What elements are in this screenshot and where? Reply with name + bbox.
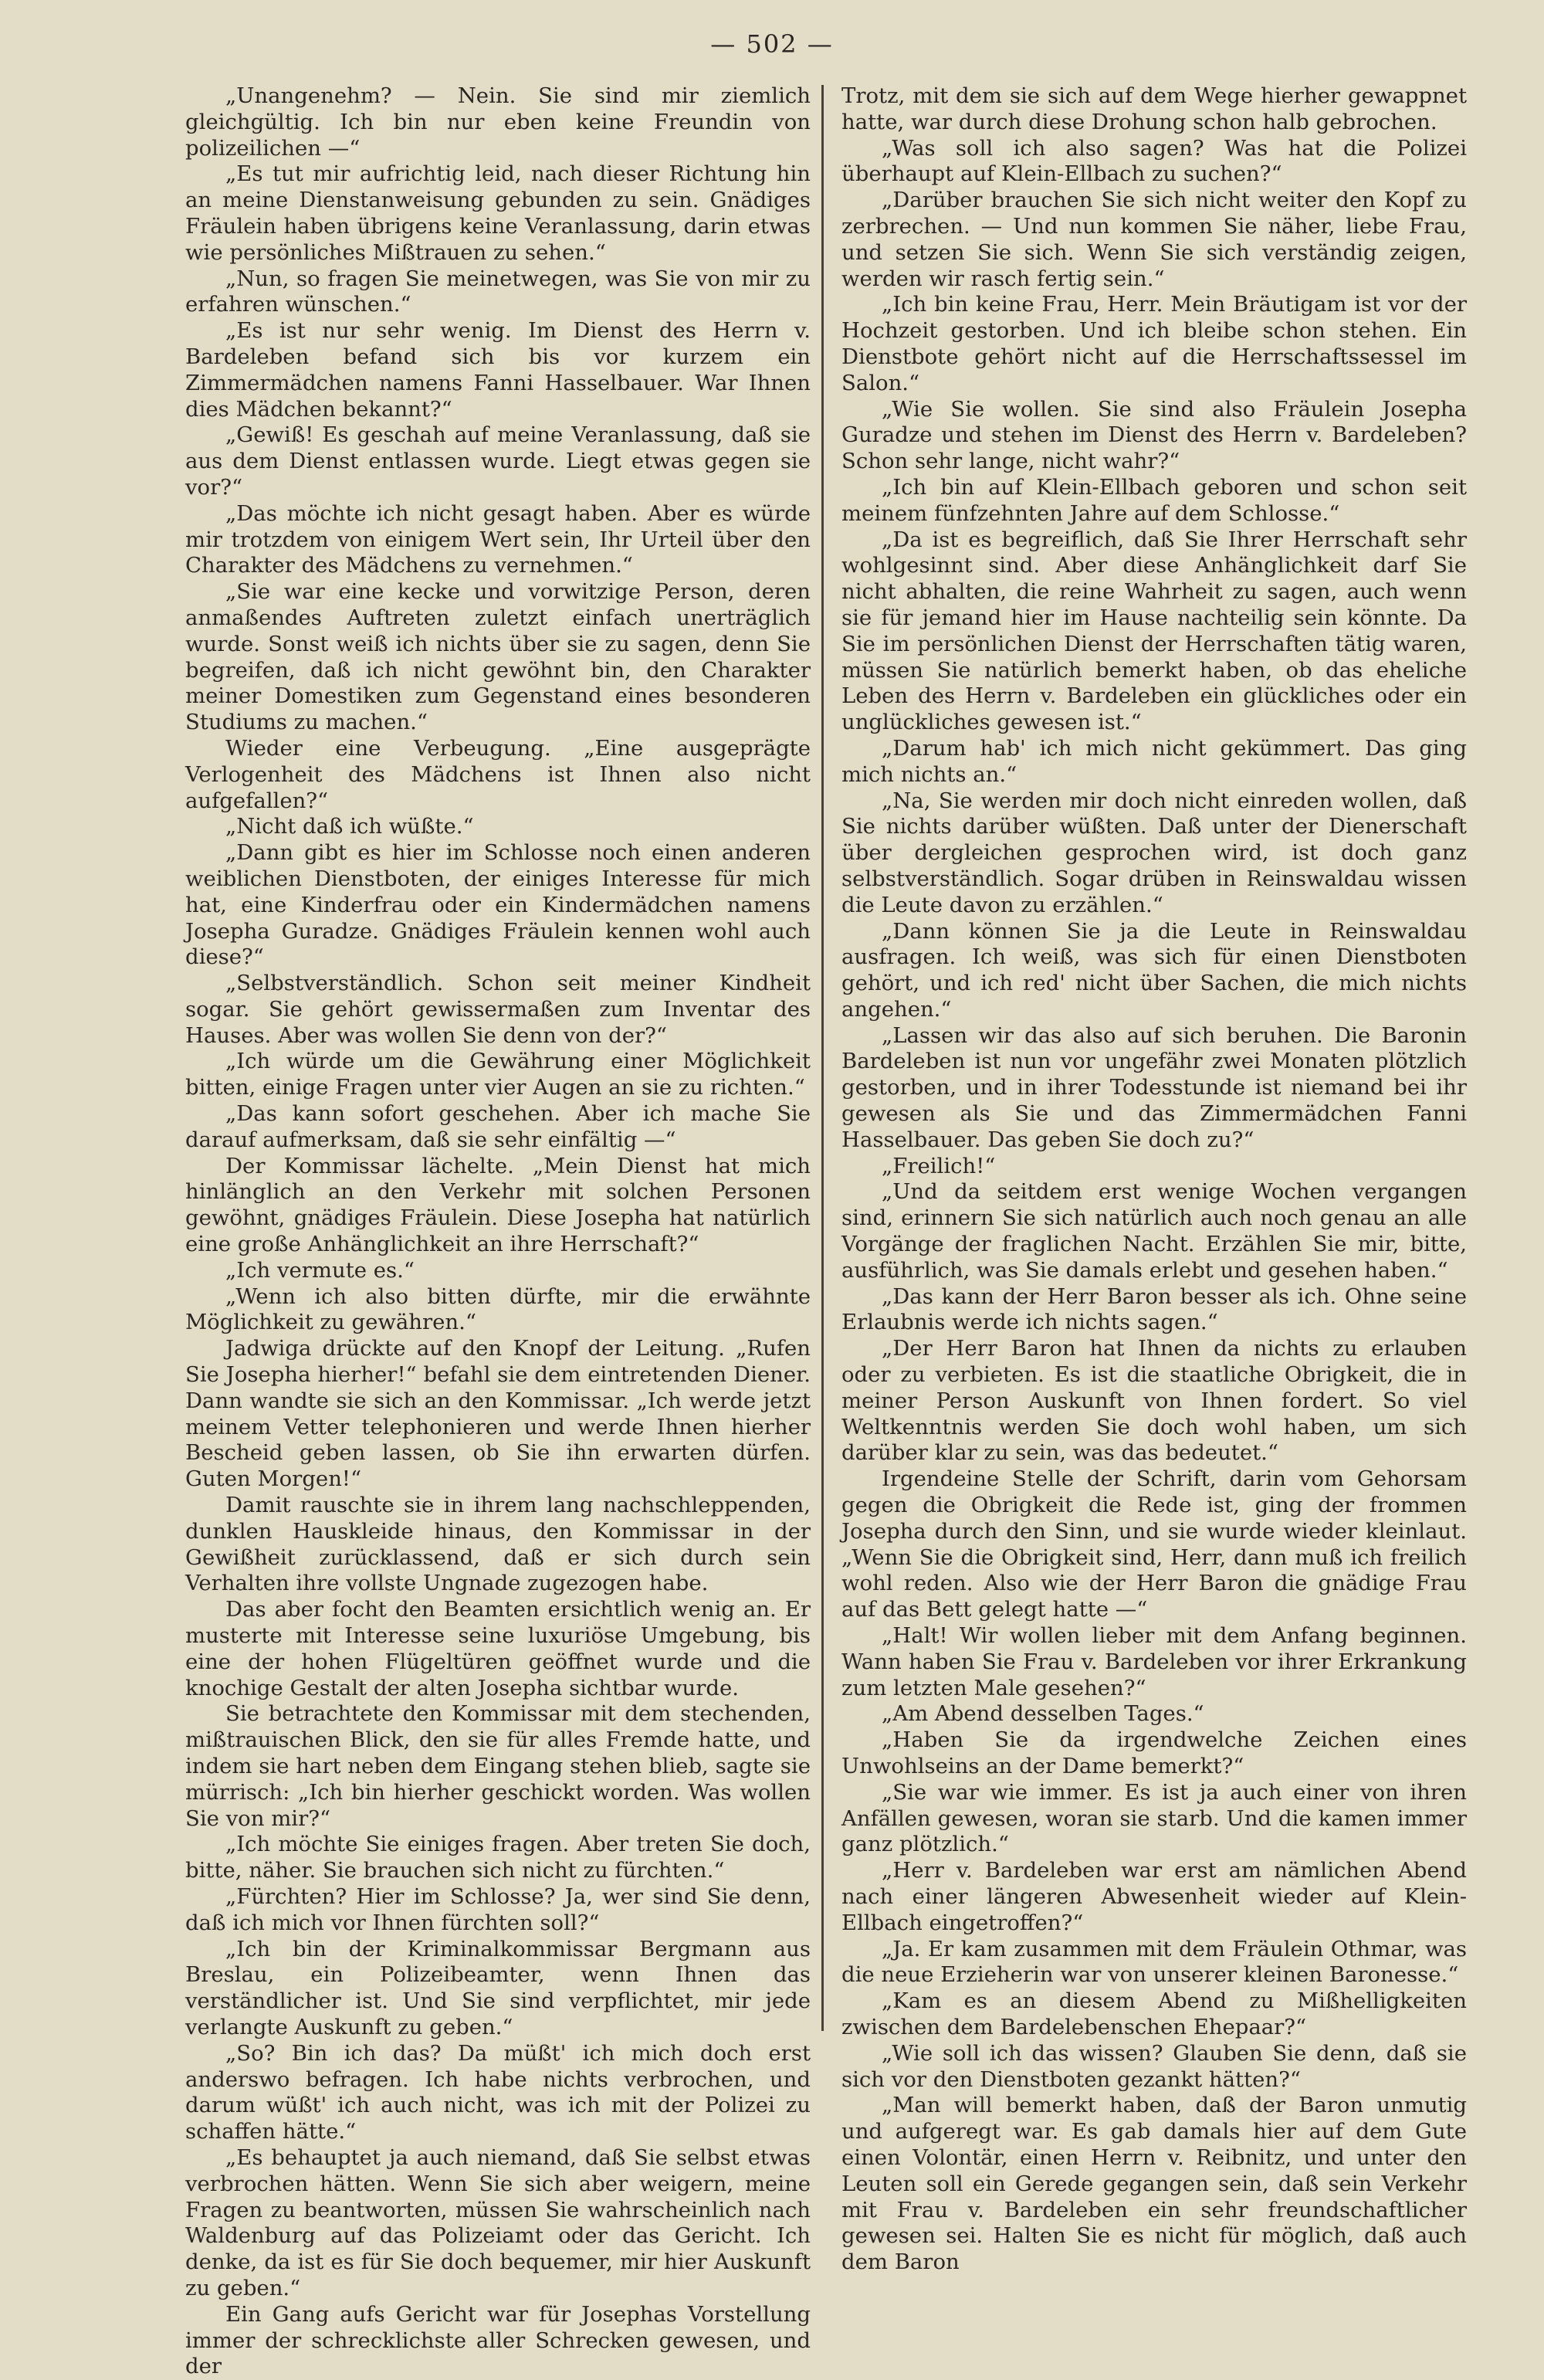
paragraph: „Dann können Sie ja die Leute in Reinswaldau ausfragen. Ich weiß, was sich für einen Dienstboten gehört, und ich red' nicht über Sachen, die mich nichts angehen.“ [841, 918, 1467, 1022]
paragraph: „Wie Sie wollen. Sie sind also Fräulein Josepha Guradze und stehen im Dienst des Herrn v. Bardeleben? Schon sehr lange, nicht wahr?“ [841, 396, 1467, 474]
paragraph: „Das möchte ich nicht gesagt haben. Aber es würde mir trotzdem von einigem Wert sein, Ihr Urteil über den Charakter des Mädchens zu vernehmen.“ [185, 500, 811, 578]
paragraph: „Es tut mir aufrichtig leid, nach dieser Richtung hin an meine Dienstanweisung gebunden zu sein. Gnädiges Fräulein haben übrigens keine Veranlassung, darin etwas wie persönliches Mißtrauen zu sehen.“ [185, 161, 811, 265]
paragraph: „Ich bin auf Klein-Ellbach geboren und schon seit meinem fünfzehnten Jahre auf dem Schlosse.“ [841, 474, 1467, 526]
paragraph: „Wie soll ich das wissen? Glauben Sie denn, daß sie sich vor den Dienstboten gezankt hätten?“ [841, 2040, 1467, 2092]
paragraph: „Ich vermute es.“ [225, 1257, 415, 1283]
text-column-right [841, 83, 1467, 2275]
paragraph: „Was soll ich also sagen? Was hat die Polizei überhaupt auf Klein-Ellbach zu suchen?“ [841, 135, 1467, 187]
paragraph: „Das kann der Herr Baron besser als ich. Ohne seine Erlaubnis werde ich nichts sagen.“ [841, 1283, 1467, 1335]
paragraph: Damit rauschte sie in ihrem lang nachschleppenden, dunklen Hauskleide hinaus, den Kommissar in der Gewißheit zurücklassend, daß er sich durch sein Verhalten ihre vollste Ungnade zugezogen habe. [185, 1493, 811, 1596]
paragraph: „Am Abend desselben Tages.“ [882, 1701, 1204, 1727]
paragraph: „Man will bemerkt haben, daß der Baron unmutig und aufgeregt war. Es gab damals hier auf dem Gute einen Volontär, einen Herrn v. Reibnitz, und unter den Leuten soll ein Gerede gegangen sein, daß sein Verkehr mit Frau v. Bardeleben ein sehr freundschaftlicher gewesen sei. Halten Sie es nicht für möglich, daß auch dem Baron [841, 2093, 1467, 2275]
page-number: — 502 — [710, 29, 834, 59]
paragraph: „Ich bin keine Frau, Herr. Mein Bräutigam ist vor der Hochzeit gestorben. Und ich bleibe schon stehen. Ein Dienstbote gehört nicht auf die Herrschaftssessel im Salon.“ [841, 292, 1467, 395]
paragraph: „Ich möchte Sie einiges fragen. Aber treten Sie doch, bitte, näher. Sie brauchen sich nicht zu fürchten.“ [185, 1832, 811, 1883]
paragraph: „Der Herr Baron hat Ihnen da nichts zu erlauben oder zu verbieten. Es ist die staatliche Obrigkeit, die in meiner Person Auskunft von Ihnen fordert. So viel Weltkenntnis werden Sie doch wohl haben, um sich darüber klar zu sein, was das bedeutet.“ [841, 1336, 1467, 1466]
paragraph: „Sie war wie immer. Es ist ja auch einer von ihren Anfällen gewesen, woran sie starb. Und die kamen immer ganz plötzlich.“ [841, 1779, 1467, 1857]
paragraph: „Es ist nur sehr wenig. Im Dienst des Herrn v. Bardeleben befand sich bis vor kurzem ein Zimmermädchen namens Fanni Hasselbauer. War Ihnen dies Mädchen bekannt?“ [185, 318, 811, 422]
paragraph: Der Kommissar lächelte. „Mein Dienst hat mich hinlänglich an den Verkehr mit solchen Personen gewöhnt, gnädiges Fräulein. Diese Josepha hat natürlich eine große Anhänglichkeit an ihre Herrschaft?“ [185, 1153, 811, 1257]
paragraph: Sie betrachtete den Kommissar mit dem stechenden, mißtrauischen Blick, den sie für alles Fremde hatte, und indem sie hart neben dem Eingang stehen blieb, sagte sie mürrisch: „Ich bin hierher geschickt worden. Was wollen Sie von mir?“ [185, 1701, 811, 1831]
paragraph: „Ich würde um die Gewährung einer Möglichkeit bitten, einige Fragen unter vier Augen an sie zu richten.“ [185, 1049, 811, 1100]
paragraph: „Wenn ich also bitten dürfte, mir die erwähnte Möglichkeit zu gewähren.“ [185, 1283, 811, 1335]
paragraph: Das aber focht den Beamten ersichtlich wenig an. Er musterte mit Interesse seine luxuriöse Umgebung, bis eine der hohen Flügeltüren geöffnet wurde und die knochige Gestalt der alten Josepha sichtbar wurde. [185, 1597, 811, 1700]
paragraph: Wieder eine Verbeugung. „Eine ausgeprägte Verlogenheit des Mädchens ist Ihnen also nicht aufgefallen?“ [185, 735, 811, 813]
paragraph: Irgendeine Stelle der Schrift, darin vom Gehorsam gegen die Obrigkeit die Rede ist, ging der frommen Josepha durch den Sinn, und sie wurde wieder kleinlaut. „Wenn Sie die Obrigkeit sind, Herr, dann muß ich freilich wohl reden. Also wie der Herr Baron die gnädige Frau auf das Bett gelegt hatte —“ [841, 1466, 1467, 1622]
paragraph: Jadwiga drückte auf den Knopf der Leitung. „Rufen Sie Josepha hierher!“ befahl sie dem eintretenden Diener. Dann wandte sie sich an den Kommissar. „Ich werde jetzt meinem Vetter telephonieren und werde Ihnen hierher Bescheid geben lassen, ob Sie ihn erwarten dürfen. Guten Morgen!“ [185, 1336, 811, 1492]
paragraph: Trotz, mit dem sie sich auf dem Wege hierher gewappnet hatte, war durch diese Drohung schon halb gebrochen. [841, 83, 1467, 134]
column-divider [821, 85, 824, 2031]
paragraph: „Unangenehm? — Nein. Sie sind mir ziemlich gleichgültig. Ich bin nur eben keine Freundin von polizeilichen —“ [185, 83, 811, 161]
paragraph: „Darüber brauchen Sie sich nicht weiter den Kopf zu zerbrechen. — Und nun kommen Sie näher, liebe Frau, und setzen Sie sich. Wenn Sie sich verständig zeigen, werden wir rasch fertig sein.“ [841, 188, 1467, 291]
paragraph: „Halt! Wir wollen lieber mit dem Anfang beginnen. Wann haben Sie Frau v. Bardeleben vor ihrer Erkrankung zum letzten Male gesehen?“ [841, 1623, 1467, 1700]
text-column-left [185, 83, 811, 2379]
paragraph: „Na, Sie werden mir doch nicht einreden wollen, daß Sie nichts darüber wüßten. Daß unter der Dienerschaft über dergleichen gesprochen wird, ist doch ganz selbstverständlich. Sogar drüben in Reinswaldau wissen die Leute davon zu erzählen.“ [841, 788, 1467, 917]
paragraph: „Ich bin der Kriminalkommissar Bergmann aus Breslau, ein Polizeibeamter, wenn Ihnen das verständlicher ist. Und Sie sind verpflichtet, mir jede verlangte Auskunft zu geben.“ [185, 1936, 811, 2039]
paragraph: „So? Bin ich das? Da müßt' ich mich doch erst anderswo befragen. Ich habe nichts verbrochen, und darum wüßt' ich auch nicht, was ich mit der Polizei zu schaffen hätte.“ [185, 2040, 811, 2144]
paragraph: „Da ist es begreiflich, daß Sie Ihrer Herrschaft sehr wohlgesinnt sind. Aber diese Anhänglichkeit darf Sie nicht abhalten, die reine Wahrheit zu sagen, auch wenn sie für jemand hier im Hause nachteilig sein könnte. Da Sie im persönlichen Dienst der Herrschaften tätig waren, müssen Sie natürlich bemerkt haben, ob das eheliche Leben des Herrn v. Bardeleben ein glückliches oder ein unglückliches gewesen ist.“ [841, 527, 1467, 735]
paragraph: „Freilich!“ [882, 1153, 996, 1178]
paragraph: „Es behauptet ja auch niemand, daß Sie selbst etwas verbrochen hätten. Wenn Sie sich aber weigern, meine Fragen zu beantworten, müssen Sie wahrscheinlich nach Waldenburg auf das Polizeiamt oder das Gericht. Ich denke, da ist es für Sie doch bequemer, mir hier Auskunft zu geben.“ [185, 2144, 811, 2300]
paragraph: „Das kann sofort geschehen. Aber ich mache Sie darauf aufmerksam, daß sie sehr einfältig —“ [185, 1101, 811, 1152]
paragraph: „Ja. Er kam zusammen mit dem Fräulein Othmar, was die neue Erzieherin war von unserer kleinen Baronesse.“ [841, 1936, 1467, 1988]
paragraph: „Selbstverständlich. Schon seit meiner Kindheit sogar. Sie gehört gewissermaßen zum Inventar des Hauses. Aber was wollen Sie denn von der?“ [185, 971, 811, 1048]
paragraph: „Kam es an diesem Abend zu Mißhelligkeiten zwischen dem Bardelebenschen Ehepaar?“ [841, 1988, 1467, 2039]
paragraph: „Fürchten? Hier im Schlosse? Ja, wer sind Sie denn, daß ich mich vor Ihnen fürchten soll?“ [185, 1883, 811, 1935]
paragraph: „Und da seitdem erst wenige Wochen vergangen sind, erinnern Sie sich natürlich auch noch genau an alle Vorgänge der fraglichen Nacht. Erzählen Sie mir, bitte, ausführlich, was Sie damals erlebt und gesehen haben.“ [841, 1179, 1467, 1283]
paragraph: „Nun, so fragen Sie meinetwegen, was Sie von mir zu erfahren wünschen.“ [185, 266, 811, 317]
paragraph: „Dann gibt es hier im Schlosse noch einen anderen weiblichen Dienstboten, der einiges Interesse für mich hat, eine Kinderfrau oder ein Kindermädchen namens Josepha Guradze. Gnädiges Fräulein kennen wohl auch diese?“ [185, 840, 811, 970]
paragraph: „Haben Sie da irgendwelche Zeichen eines Unwohlseins an der Dame bemerkt?“ [841, 1727, 1467, 1778]
paragraph: „Sie war eine kecke und vorwitzige Person, deren anmaßendes Auftreten zuletzt einfach unerträglich wurde. Sonst weiß ich nichts über sie zu sagen, denn Sie begreifen, daß ich nicht gewöhnt bin, den Charakter meiner Domestiken zum Gegenstand eines besonderen Studiums zu machen.“ [185, 579, 811, 735]
paragraph: Ein Gang aufs Gericht war für Josephas Vorstellung immer der schrecklichste aller Schrecken gewesen, und der [185, 2301, 811, 2379]
paragraph: „Darum hab' ich mich nicht gekümmert. Das ging mich nichts an.“ [841, 735, 1467, 787]
paragraph: „Herr v. Bardeleben war erst am nämlichen Abend nach einer längeren Abwesenheit wieder auf Klein-Ellbach eingetroffen?“ [841, 1858, 1467, 1935]
paragraph: „Gewiß! Es geschah auf meine Veranlassung, daß sie aus dem Dienst entlassen wurde. Liegt etwas gegen sie vor?“ [185, 422, 811, 500]
paragraph: „Lassen wir das also auf sich beruhen. Die Baronin Bardeleben ist nun vor ungefähr zwei Monaten plötzlich gestorben, und in ihrer Todesstunde ist niemand bei ihr gewesen als Sie und das Zimmermädchen Fanni Hasselbauer. Das geben Sie doch zu?“ [841, 1022, 1467, 1152]
paragraph: „Nicht daß ich wüßte.“ [225, 814, 474, 839]
